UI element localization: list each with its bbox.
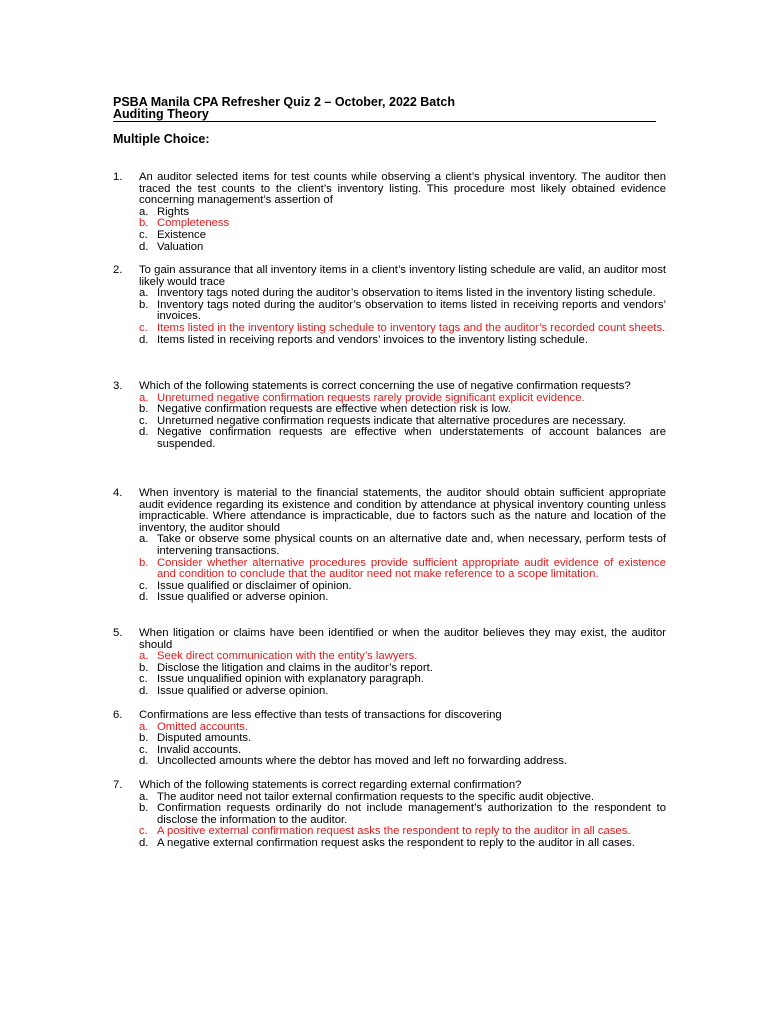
choice-letter: a. — [139, 205, 149, 218]
question-number: 4. — [113, 487, 123, 499]
choice-text: Unreturned negative confirmation requests rarely provide significant explicit evidence. — [157, 391, 585, 404]
choice-letter: d. — [139, 591, 149, 604]
question-number: 6. — [113, 709, 123, 721]
choice-text: The auditor need not tailor external confirmation requests to the specific audit objective. — [157, 790, 595, 803]
choice-letter: c. — [139, 579, 148, 592]
question-stem: To gain assurance that all inventory items in a client’s inventory listing schedule are valid, an auditor most likely would trace — [139, 264, 666, 288]
choice-letter: c. — [139, 321, 148, 334]
question-number: 2. — [113, 264, 123, 276]
choice-text: Unreturned negative confirmation requests indicate that alternative procedures are necessary. — [157, 414, 626, 427]
choice-list — [139, 722, 666, 768]
correct-answer-choice — [139, 218, 666, 230]
choice-text: Issue qualified or disclaimer of opinion. — [157, 579, 352, 592]
choice-text: Seek direct communication with the entity’s lawyers. — [157, 650, 418, 663]
choice-letter: c. — [139, 673, 148, 686]
choice-text: Completeness — [157, 217, 230, 230]
answer-choice — [139, 534, 666, 557]
choice-text: Negative confirmation requests are effective when detection risk is low. — [157, 403, 511, 416]
choice-letter: d. — [139, 836, 149, 849]
question-stem: Confirmations are less effective than tests of transactions for discovering — [139, 709, 502, 721]
choice-letter: c. — [139, 414, 148, 427]
answer-choice — [139, 230, 666, 242]
question-item — [113, 265, 666, 346]
choice-letter: b. — [139, 732, 149, 745]
choice-letter: c. — [139, 743, 148, 756]
choice-text: Omitted accounts. — [157, 720, 249, 733]
choice-letter: a. — [139, 720, 149, 733]
question-item — [113, 710, 666, 768]
question-number: 7. — [113, 779, 123, 791]
question-item — [113, 780, 666, 850]
choice-letter: c. — [139, 825, 148, 838]
choice-list — [139, 651, 666, 697]
document-title: PSBA Manila CPA Refresher Quiz 2 – October, 2022 Batch — [113, 95, 456, 109]
choice-text: Disclose the litigation and claims in the auditor’s report. — [157, 661, 433, 674]
choice-letter: d. — [139, 755, 149, 768]
choice-list — [139, 288, 666, 346]
answer-choice — [139, 803, 666, 826]
choice-letter: d. — [139, 333, 149, 346]
correct-answer-choice — [139, 558, 666, 581]
choice-letter: d. — [139, 684, 149, 697]
answer-choice — [139, 300, 666, 323]
question-stem: When litigation or claims have been identified or when the auditor believes they may exist, the auditor should — [139, 627, 666, 651]
question-item — [113, 628, 666, 698]
question-stem: When inventory is material to the financial statements, the auditor should obtain sufficient appropriate audit evidence regarding its existence and condition by attendance at physical inventory counting unless impracticable. Where attendance is impracticable, due to factors such as the nature and location of the inventory, the auditor should — [139, 487, 666, 534]
question-number: 3. — [113, 380, 123, 392]
document-subtitle: Auditing Theory — [113, 107, 656, 122]
answer-choice — [139, 838, 666, 850]
choice-text: Disputed amounts. — [157, 732, 252, 745]
question-item — [113, 172, 666, 253]
choice-letter: a. — [139, 391, 149, 404]
choice-text: Inventory tags noted during the auditor’s observation to items listed in receiving reports and vendors’ invoices. — [157, 298, 666, 323]
question-number: 1. — [113, 171, 123, 183]
choice-text: Invalid accounts. — [157, 743, 242, 756]
choice-text: Consider whether alternative procedures provide sufficient appropriate audit evidence of existence and condition to conclude that the auditor need not make reference to a scope limitation. — [157, 556, 666, 581]
choice-list — [139, 792, 666, 850]
choice-letter: d. — [139, 426, 149, 439]
question-stem: Which of the following statements is correct regarding external confirmation? — [139, 779, 522, 791]
choice-letter: b. — [139, 217, 149, 230]
answer-choice — [139, 242, 666, 254]
choice-text: Negative confirmation requests are effective when understatements of account balances are suspended. — [157, 426, 666, 450]
choice-letter: b. — [139, 661, 149, 674]
choice-text: Issue unqualified opinion with explanatory paragraph. — [157, 673, 424, 686]
question-number: 5. — [113, 627, 123, 639]
choice-letter: b. — [139, 298, 149, 311]
choice-text: Issue qualified or adverse opinion. — [157, 684, 329, 697]
choice-text: Inventory tags noted during the auditor’s observation to items listed in the inventory listing schedule. — [157, 287, 656, 300]
answer-choice — [139, 335, 666, 347]
choice-letter: b. — [139, 403, 149, 416]
choice-list — [139, 393, 666, 451]
answer-choice — [139, 592, 666, 604]
choice-letter: b. — [139, 802, 149, 815]
question-stem: An auditor selected items for test counts while observing a client’s physical inventory. The auditor then traced the test counts to the client’s inventory listing. This procedure most likely obtained evidence concerning management’s assertion of — [139, 171, 666, 207]
answer-choice — [139, 756, 666, 768]
choice-text: A positive external confirmation request asks the respondent to reply to the auditor in all cases. — [157, 825, 631, 838]
choice-text: Items listed in receiving reports and vendors’ invoices to the inventory listing schedule. — [157, 333, 588, 346]
choice-text: Items listed in the inventory listing schedule to inventory tags and the auditor’s recorded count sheets. — [157, 321, 666, 334]
question-item — [113, 381, 666, 451]
choice-text: Take or observe some physical counts on an alternative date and, when necessary, perform tests of intervening transactions. — [157, 533, 666, 557]
answer-choice — [139, 427, 666, 450]
choice-letter: d. — [139, 240, 149, 253]
answer-choice — [139, 686, 666, 698]
choice-letter: b. — [139, 556, 149, 569]
choice-text: Rights — [157, 205, 190, 218]
section-heading: Multiple Choice: — [113, 132, 210, 146]
choice-list — [139, 207, 666, 253]
choice-letter: a. — [139, 287, 149, 300]
choice-text: Valuation — [157, 240, 204, 253]
question-item — [113, 488, 666, 604]
choice-text: Uncollected amounts where the debtor has moved and left no forwarding address. — [157, 755, 568, 768]
choice-letter: a. — [139, 533, 149, 546]
choice-letter: c. — [139, 228, 148, 241]
choice-list — [139, 534, 666, 604]
choice-text: Existence — [157, 228, 206, 241]
choice-text: Confirmation requests ordinarily do not include management’s authorization to the respondent to disclose the information to the auditor. — [157, 802, 666, 826]
choice-letter: a. — [139, 790, 149, 803]
choice-text: Issue qualified or adverse opinion. — [157, 591, 329, 604]
question-stem: Which of the following statements is correct concerning the use of negative confirmation requests? — [139, 380, 631, 392]
choice-letter: a. — [139, 650, 149, 663]
choice-text: A negative external confirmation request asks the respondent to reply to the auditor in all cases. — [157, 836, 635, 849]
